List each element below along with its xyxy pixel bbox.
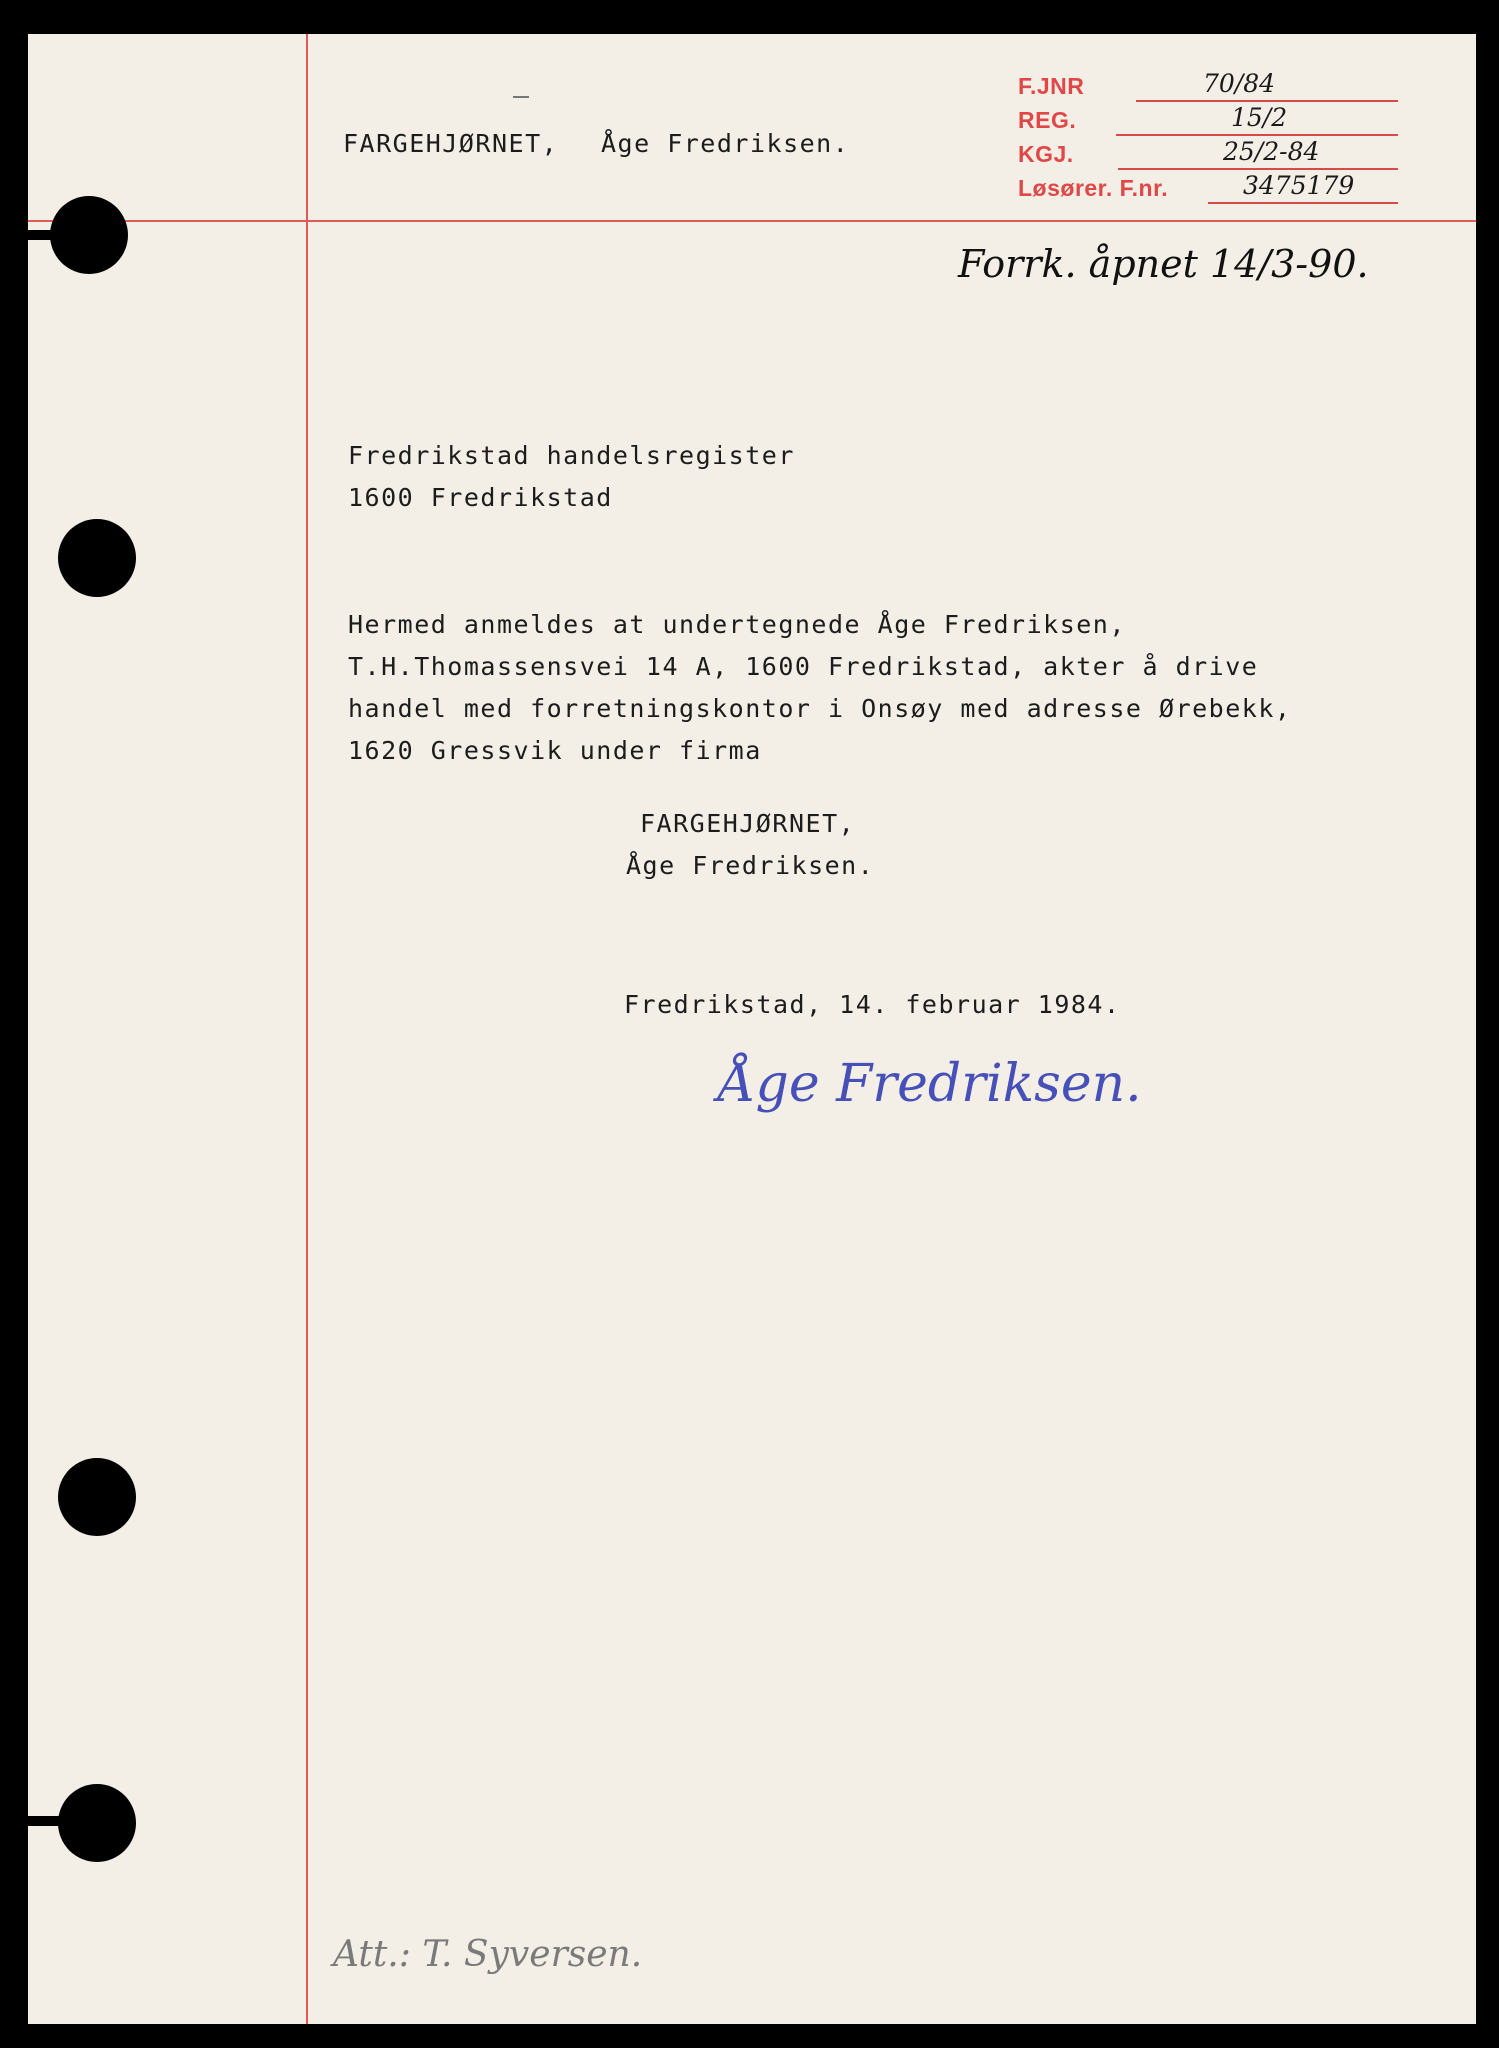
stamp-value: 70/84 bbox=[1203, 69, 1276, 98]
red-margin-line bbox=[306, 34, 308, 2024]
letterhead-owner: Åge Fredriksen. bbox=[601, 129, 850, 158]
stamp-label: Løsører. F.nr. bbox=[1018, 175, 1169, 201]
stamp-row-reg bbox=[1018, 102, 1398, 136]
place-date: Fredrikstad, 14. februar 1984. bbox=[624, 990, 1121, 1019]
punch-hole bbox=[58, 1458, 136, 1536]
stamp-underline bbox=[1208, 202, 1398, 204]
firm-name: FARGEHJØRNET, bbox=[640, 809, 856, 838]
recipient-line-1: Fredrikstad handelsregister bbox=[348, 441, 795, 470]
handwritten-annotation: Forrk. åpnet 14/3-90. bbox=[958, 242, 1369, 286]
signature: Åge Fredriksen. bbox=[718, 1054, 1142, 1114]
stamp-value: 3475179 bbox=[1243, 171, 1355, 200]
stamp-value: 15/2 bbox=[1231, 103, 1288, 132]
document-page bbox=[28, 34, 1476, 2024]
punch-hole bbox=[50, 196, 128, 274]
stamp-row-fjnr bbox=[1018, 68, 1398, 102]
stamp-row-kgj bbox=[1018, 136, 1398, 170]
stamp-label: REG. bbox=[1018, 107, 1077, 133]
body-line: Hermed anmeldes at undertegnede Åge Fredriksen, bbox=[348, 610, 1126, 639]
body-line: handel med forretningskontor i Onsøy med adresse Ørebekk, bbox=[348, 694, 1292, 723]
letterhead-firm: FARGEHJØRNET, bbox=[343, 129, 559, 158]
stamp-value: 25/2-84 bbox=[1223, 137, 1320, 166]
attention-note: Att.: T. Syversen. bbox=[333, 1934, 643, 1975]
stamp-row-losorer bbox=[1018, 170, 1398, 204]
firm-owner: Åge Fredriksen. bbox=[626, 851, 875, 880]
tick-mark bbox=[513, 96, 529, 98]
punch-hole bbox=[58, 1784, 136, 1862]
stamp-label: KGJ. bbox=[1018, 141, 1074, 167]
red-header-line bbox=[28, 220, 1476, 222]
stamp-label: F.JNR bbox=[1018, 73, 1085, 99]
punch-hole bbox=[58, 519, 136, 597]
recipient-line-2: 1600 Fredrikstad bbox=[348, 483, 613, 512]
body-line: T.H.Thomassensvei 14 A, 1600 Fredrikstad, akter å drive bbox=[348, 652, 1259, 681]
body-line: 1620 Gressvik under firma bbox=[348, 736, 762, 765]
